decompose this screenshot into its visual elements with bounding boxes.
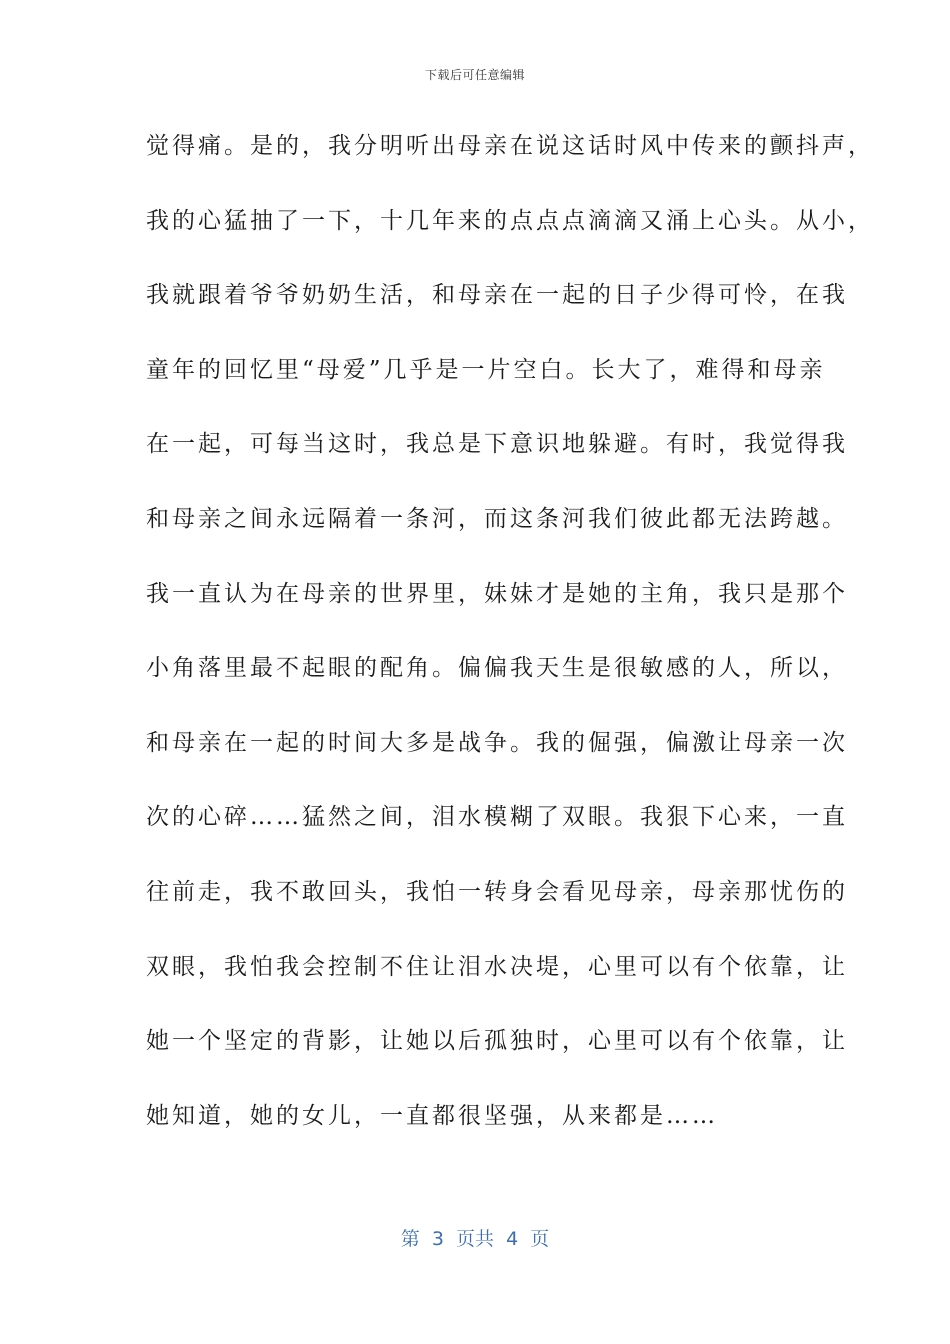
body-line: 她知道，她的女儿，一直都很坚强，从来都是…… <box>146 1102 718 1129</box>
document-body <box>146 124 874 1168</box>
body-line: 双眼，我怕我会控制不住让泪水决堤，心里可以有个依靠，让 <box>146 953 848 980</box>
page-number-footer: 第 3 页共 4 页 <box>400 1228 550 1250</box>
body-line: 我的心猛抽了一下，十几年来的点点点滴滴又涌上心头。从小， <box>146 207 874 234</box>
body-line: 觉得痛。是的，我分明听出母亲在说这话时风中传来的颤抖声， <box>146 133 874 159</box>
body-line: 往前走，我不敢回头，我怕一转身会看见母亲，母亲那忧伤的 <box>146 878 848 905</box>
page-header: 下载后可任意编辑 <box>424 68 525 82</box>
body-line: 她一个坚定的背影，让她以后孤独时，心里可以有个依靠，让 <box>146 1028 848 1055</box>
body-line: 和母亲在一起的时间大多是战争。我的倔强，偏激让母亲一次 <box>146 729 848 756</box>
body-line: 次的心碎……猛然之间，泪水模糊了双眼。我狠下心来，一直 <box>146 804 848 831</box>
body-line: 小角落里最不起眼的配角。偏偏我天生是很敏感的人，所以， <box>146 655 848 682</box>
body-line: 和母亲之间永远隔着一条河，而这条河我们彼此都无法跨越。 <box>146 505 848 532</box>
body-line: 我就跟着爷爷奶奶生活，和母亲在一起的日子少得可怜，在我 <box>146 282 848 309</box>
body-line: 在一起，可每当这时，我总是下意识地躲避。有时，我觉得我 <box>146 431 848 458</box>
body-line: 童年的回忆里“母爱”几乎是一片空白。长大了，难得和母亲 <box>146 356 826 383</box>
body-line: 我一直认为在母亲的世界里，妹妹才是她的主角，我只是那个 <box>146 580 848 607</box>
